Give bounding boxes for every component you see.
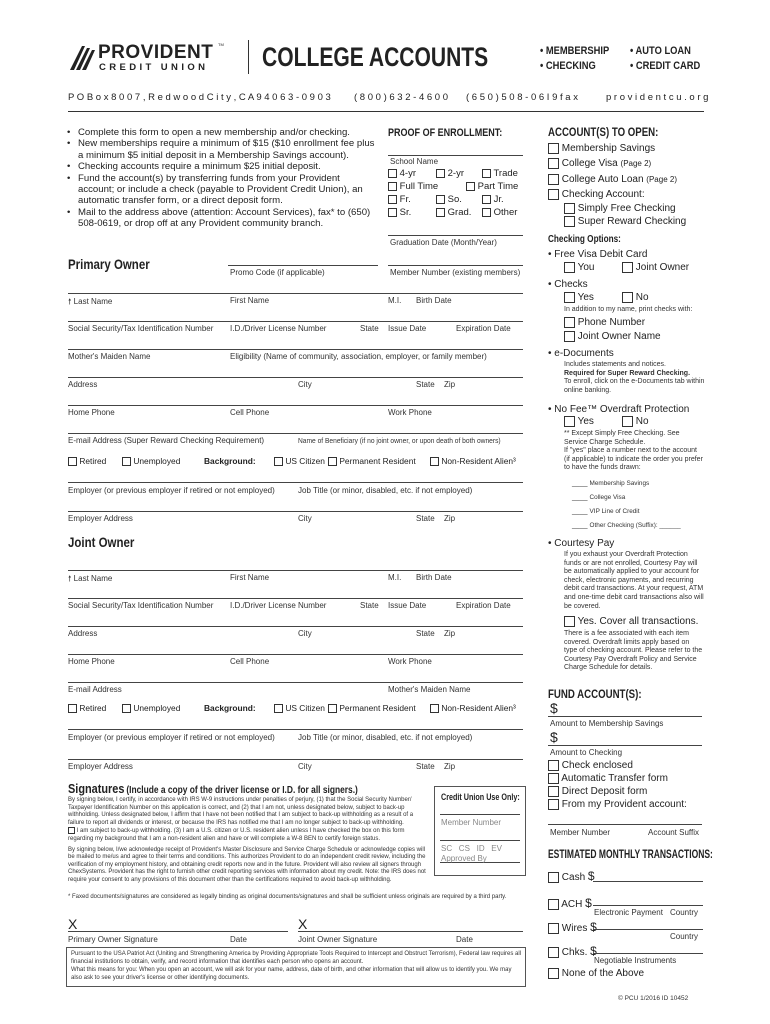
enrollment-heading: PROOF OF ENROLLMENT: xyxy=(388,127,503,139)
fund-savings-dollar: $ xyxy=(550,700,558,716)
label-text: College Auto Loan xyxy=(561,174,644,186)
label-text: Joint Owner xyxy=(635,262,690,274)
primary-name-line[interactable] xyxy=(68,284,523,294)
label-text: Phone Number xyxy=(577,317,646,329)
retired-checkbox[interactable] xyxy=(68,703,106,713)
arrow-up-icon: 🠕 xyxy=(68,297,72,306)
auto-transfer-option[interactable] xyxy=(548,773,668,784)
monthly-heading: ESTIMATED MONTHLY TRANSACTIONS: xyxy=(548,849,713,861)
ach-amount[interactable] xyxy=(593,894,703,906)
maiden-label: Mother's Maiden Name xyxy=(68,352,151,361)
option-grad[interactable] xyxy=(436,207,471,218)
option-label: 2-yr xyxy=(447,168,465,179)
label-text: Non-Resident Alien³ xyxy=(441,456,516,466)
option-label: Sr. xyxy=(399,207,412,218)
primary-maiden-line[interactable] xyxy=(68,340,523,350)
label-text: No xyxy=(635,292,649,304)
background-label: Background: xyxy=(204,456,256,466)
instruction-item: • New memberships require a minimum of $15 ($10 enrollment fee plus a minimum $5 initial deposit in a Membership Savings account). xyxy=(66,138,378,161)
label-text: Unemployed xyxy=(133,456,181,466)
dl-label: I.D./Driver License Number xyxy=(230,324,327,333)
exp-date-label: Expiration Date xyxy=(456,601,511,610)
membership-savings-option[interactable] xyxy=(548,143,655,154)
label-text: Yes. Cover all transactions. xyxy=(577,616,699,628)
fund-savings-label: Amount to Membership Savings xyxy=(550,719,664,728)
instructions xyxy=(66,127,378,230)
cash-amount[interactable] xyxy=(593,870,703,882)
dollar-sign: $ xyxy=(587,869,595,883)
permanent-resident-checkbox[interactable] xyxy=(328,456,416,466)
city-label: City xyxy=(298,762,312,771)
work-phone-label: Work Phone xyxy=(388,408,432,417)
print-phone-option[interactable] xyxy=(564,317,645,328)
first-name-label: First Name xyxy=(230,573,270,582)
primary-email-line[interactable] xyxy=(68,424,523,434)
cover-all-option[interactable] xyxy=(564,616,698,627)
grad-date-label: Graduation Date (Month/Year) xyxy=(390,238,497,247)
code-id: ID xyxy=(476,844,485,853)
state-label: State xyxy=(360,601,379,610)
option-label: So. xyxy=(447,194,462,205)
beneficiary-label: Name of Beneficiary (if no joint owner, or upon death of both owners) xyxy=(298,436,501,445)
primary-address-line[interactable] xyxy=(68,368,523,378)
overdraft-heading: • No Fee™ Overdraft Protection xyxy=(548,404,690,415)
product-item: • CREDIT CARD xyxy=(630,60,701,72)
employer-address-label: Employer Address xyxy=(68,514,133,523)
checking-account-option[interactable] xyxy=(548,189,645,200)
school-name-label: School Name xyxy=(390,157,439,166)
cu-codes-line[interactable] xyxy=(440,831,520,841)
fund-heading: FUND ACCOUNT(S): xyxy=(548,689,642,701)
overdraft-no-option[interactable] xyxy=(622,416,649,427)
unemployed-checkbox[interactable] xyxy=(122,456,180,466)
note-line: Required for Super Reward Checking. xyxy=(564,369,691,377)
option-label: Part Time xyxy=(477,181,519,192)
state-label: State xyxy=(416,629,435,638)
option-so[interactable] xyxy=(436,194,462,205)
last-name-label xyxy=(68,296,112,310)
employer-label: Employer (or previous employer if retired or not employed) xyxy=(68,733,275,742)
label-text: Last Name xyxy=(73,297,113,306)
label-text: Last Name xyxy=(73,574,113,583)
checks-tx-option[interactable] xyxy=(548,944,597,958)
courtesy-pay-note: If you exhaust your Overdraft Protection funds or are not enrolled, Courtesy Pay will be automatically applied to your account for check, electronic payments, and recurring debit card transactions. At your request, ATM and one-time debit card transactions also will be covered. xyxy=(564,551,704,610)
fund-member-line[interactable] xyxy=(548,813,702,825)
checks-yes-option[interactable] xyxy=(564,292,594,303)
city-label: City xyxy=(298,514,312,523)
background-label: Background: xyxy=(204,703,256,713)
cell-phone-label: Cell Phone xyxy=(230,408,270,417)
cu-use-box xyxy=(434,786,526,876)
fund-checking-label: Amount to Checking xyxy=(550,748,623,757)
ssn-label: Social Security/Tax Identification Number xyxy=(68,324,214,333)
primary-id-line[interactable] xyxy=(68,312,523,322)
label-text: No xyxy=(635,416,649,428)
header-divider xyxy=(248,40,249,74)
terms-paragraph: By signing below, I/we acknowledge receipt of Provident's Master Disclosure and Service Charge Schedule or acknowledge copies will be mailed to me/us and agree to their terms and conditions. This authorizes Provident to do an independent credit review, including the verification of my employment history, and obtaining credit reports now and in the future. Provident will also review all signers through ChexSystems. Provident has the right to furnish other credit reporting services with information about my credit. Note: the IRS does not require your consent to any provisions of this document other than the certifications required to avoid back-up withholding. xyxy=(68,846,426,884)
employer-label: Employer (or previous employer if retired or not employed) xyxy=(68,486,275,495)
dl-label: I.D./Driver License Number xyxy=(230,601,327,610)
fund-member-label: Member Number xyxy=(550,828,611,837)
mi-label: M.I. xyxy=(388,573,402,582)
primary-phone-line[interactable] xyxy=(68,396,523,406)
label-text: US Citizen xyxy=(285,703,325,713)
patriot-act-box xyxy=(66,947,526,987)
cu-approved-label: Approved By xyxy=(441,854,487,863)
eligibility-label: Eligibility (Name of community, association, employer, or family member) xyxy=(230,352,487,361)
electronic-payment-label: Electronic Payment xyxy=(594,908,663,917)
ssn-label: Social Security/Tax Identification Number xyxy=(68,601,214,610)
birth-date-label: Birth Date xyxy=(416,296,452,305)
code-sc: SC xyxy=(441,844,453,853)
note-line: To enroll, click on the e-Documents tab within online banking. xyxy=(564,378,705,394)
label-text: Retired xyxy=(79,703,107,713)
option-label: Trade xyxy=(493,168,518,179)
unemployed-checkbox[interactable] xyxy=(122,703,180,713)
product-item: • AUTO LOAN xyxy=(630,45,691,57)
label-text: Unemployed xyxy=(133,703,181,713)
label-text: Permanent Resident xyxy=(339,456,416,466)
overdraft-order-list xyxy=(572,480,712,536)
simply-free-option[interactable] xyxy=(564,203,676,214)
state-label: State xyxy=(360,324,379,333)
label-text: From my Provident account: xyxy=(561,799,687,811)
cu-use-heading: Credit Union Use Only: xyxy=(441,792,520,802)
label-text: College Visa xyxy=(561,158,618,170)
address-label: Address xyxy=(68,629,98,638)
auto-loan-option[interactable] xyxy=(548,174,677,185)
order-label: College Visa xyxy=(589,494,626,501)
job-title-label: Job Title (or minor, disabled, etc. if not employed) xyxy=(298,486,473,495)
dollar-sign: $ xyxy=(590,920,597,934)
checking-options-heading: Checking Options: xyxy=(548,234,621,245)
debit-joint-option[interactable] xyxy=(622,262,689,273)
terms-text: I am subject to back-up withholding. (3) I am a U.S. citizen or U.S. resident alien unless I have checked the box on this form regarding my background that I am a non-resident alien and have or will complete a W-8 BEN to certify foreign status. xyxy=(68,828,405,843)
option-4yr[interactable] xyxy=(388,168,416,179)
cash-option[interactable] xyxy=(548,869,595,883)
fund-suffix-label: Account Suffix xyxy=(648,828,699,837)
note-line: Includes statements and notices. xyxy=(564,361,666,368)
fund-savings-amount[interactable] xyxy=(548,702,702,717)
note-line: ** Except Simply Free Checking. See Service Charge Schedule. xyxy=(564,430,680,446)
state-label: State xyxy=(416,762,435,771)
contact-phone: ( 8 0 0 ) 6 3 2 - 4 6 0 0 xyxy=(354,92,448,103)
print-joint-name-option[interactable] xyxy=(564,331,661,342)
brand-tm: TM xyxy=(218,42,224,47)
arrow-up-icon: 🠕 xyxy=(68,574,72,583)
option-label: Other xyxy=(493,207,518,218)
maiden-label: Mother's Maiden Name xyxy=(388,685,471,694)
order-item[interactable]: ____ Other Checking (Suffix): ______ xyxy=(572,522,681,529)
issue-date-label: Issue Date xyxy=(388,601,427,610)
page-note: (Page 2) xyxy=(646,175,677,185)
fund-checking-amount[interactable] xyxy=(548,731,702,746)
footer-code: © PCU 1/2016 ID 10452 xyxy=(618,995,689,1002)
cell-phone-label: Cell Phone xyxy=(230,657,270,666)
retired-checkbox[interactable] xyxy=(68,456,106,466)
home-phone-label: Home Phone xyxy=(68,657,115,666)
label-text: Chks. xyxy=(561,947,588,958)
contact-address: P O B o x 8 0 0 7 , R e d w o o d C i t y , C A 9 4 0 6 3 - 0 9 0 3 xyxy=(68,92,331,103)
email-label: E-mail Address (Super Reward Checking Requirement) xyxy=(68,436,265,445)
label-text: Yes xyxy=(577,292,594,304)
label-text: Direct Deposit form xyxy=(561,786,648,798)
state-label: State xyxy=(416,380,435,389)
date-label: Date xyxy=(456,935,473,944)
exp-date-label: Expiration Date xyxy=(456,324,511,333)
primary-owner-heading: Primary Owner xyxy=(68,256,150,272)
option-full-time[interactable] xyxy=(388,181,438,192)
label-text: Check enclosed xyxy=(561,760,633,772)
zip-label: Zip xyxy=(444,629,456,638)
home-phone-label: Home Phone xyxy=(68,408,115,417)
primary-signature-line[interactable] xyxy=(68,918,288,932)
debit-you-option[interactable] xyxy=(564,262,594,273)
instruction-item: • Mail to the address above (attention: Account Services), fax* to (650) 508-0619, or drop off at any Provident community branch. xyxy=(66,207,378,230)
label-text: Joint Owner Name xyxy=(577,331,661,343)
signature-terms xyxy=(68,797,428,885)
print-note: In addition to my name, print checks with: xyxy=(564,306,693,313)
heading-note: (Include a copy of the driver license or I.D. for all signers.) xyxy=(126,785,358,796)
debit-card-heading: • Free Visa Debit Card xyxy=(548,249,648,260)
birth-date-label: Birth Date xyxy=(416,573,452,582)
country-label: Country xyxy=(670,932,699,941)
wires-option[interactable] xyxy=(548,920,597,934)
heading-text: Signatures xyxy=(68,781,125,796)
primary-employer-line[interactable] xyxy=(68,473,523,483)
mi-label: M.I. xyxy=(388,296,402,305)
primary-signature-x: X xyxy=(68,916,78,932)
non-resident-checkbox[interactable] xyxy=(430,456,516,466)
edocs-heading: • e-Documents xyxy=(548,348,614,359)
school-name-field[interactable] xyxy=(388,140,523,156)
job-title-label: Job Title (or minor, disabled, etc. if not employed) xyxy=(298,733,473,742)
accounts-heading: ACCOUNT(S) TO OPEN: xyxy=(548,127,659,139)
country-label: Country xyxy=(670,908,699,917)
instruction-item: • Checking accounts require a minimum $25 initial deposit. xyxy=(66,161,378,172)
joint-address-line[interactable] xyxy=(68,617,523,627)
terms-paragraph: By signing below, I certify, in accordance with IRS W-9 instructions under penalties of perjury, (1) that the Social Security Number/ Taxpayer Identification Number on this application is correct, and (2) that I am not, unless designated below, subject to back-up withholding. Unless designated below, I affirm that I have not been notified that I am subject to back-up withholding as a result of a failure to report all dividends or interest, or because the IRS has notified me that I am no longer subject to back-up withholding. xyxy=(68,797,414,826)
promo-code-label: Promo Code (if applicable) xyxy=(230,268,325,277)
primary-signature-label: Primary Owner Signature xyxy=(68,935,158,944)
brand-name: PROVIDENT xyxy=(98,42,214,63)
label-text: You xyxy=(577,262,595,274)
last-name-label xyxy=(68,573,112,587)
first-name-label: First Name xyxy=(230,296,270,305)
product-item: • MEMBERSHIP xyxy=(540,45,610,57)
label-text: Wires xyxy=(561,923,588,934)
zip-label: Zip xyxy=(444,514,456,523)
fund-checking-dollar: $ xyxy=(550,729,558,745)
city-label: City xyxy=(298,380,312,389)
zip-label: Zip xyxy=(444,380,456,389)
joint-id-line[interactable] xyxy=(68,589,523,599)
joint-signature-x: X xyxy=(298,916,308,932)
us-citizen-checkbox[interactable] xyxy=(274,703,325,713)
courtesy-pay-heading: • Courtesy Pay xyxy=(548,538,615,549)
joint-employer-address-line[interactable] xyxy=(68,750,523,760)
issue-date-label: Issue Date xyxy=(388,324,427,333)
edocs-notes xyxy=(564,361,714,395)
option-label: Grad. xyxy=(447,207,472,218)
cu-codes xyxy=(441,844,502,853)
option-trade[interactable] xyxy=(482,168,518,179)
signatures-heading xyxy=(68,781,358,796)
college-visa-option[interactable] xyxy=(548,158,651,169)
checks-heading: • Checks xyxy=(548,279,588,290)
promo-code-field[interactable] xyxy=(228,256,378,266)
order-label: VIP Line of Credit xyxy=(589,508,640,515)
label-text: Cash xyxy=(561,872,586,883)
logo-mark-icon xyxy=(68,44,96,74)
brand-subtitle: CREDIT UNION xyxy=(99,62,209,73)
negotiable-label: Negotiable Instruments xyxy=(594,956,677,965)
label-text: Checking Account: xyxy=(561,189,645,201)
joint-signature-line[interactable] xyxy=(298,918,523,932)
order-item[interactable]: ____ College Visa xyxy=(572,494,626,501)
provident-account-option[interactable] xyxy=(548,799,687,810)
super-reward-option[interactable] xyxy=(564,216,686,227)
non-resident-checkbox[interactable] xyxy=(430,703,516,713)
cu-member-label: Member Number xyxy=(441,818,502,827)
label-text: Non-Resident Alien³ xyxy=(441,703,516,713)
contact-web: p r o v i d e n t c u . o r g xyxy=(606,92,709,103)
work-phone-label: Work Phone xyxy=(388,657,432,666)
date-label: Date xyxy=(230,935,247,944)
email-label: E-mail Address xyxy=(68,685,122,694)
city-label: City xyxy=(298,629,312,638)
dollar-sign: $ xyxy=(590,944,597,958)
logo xyxy=(68,42,238,78)
label-text: Permanent Resident xyxy=(339,703,416,713)
option-jr[interactable] xyxy=(482,194,504,205)
order-label: Other Checking (Suffix): ______ xyxy=(589,522,681,529)
direct-deposit-option[interactable] xyxy=(548,786,647,797)
label-text: Retired xyxy=(79,456,107,466)
label-text: US Citizen xyxy=(285,456,325,466)
order-label: Membership Savings xyxy=(589,480,650,487)
grad-date-field[interactable] xyxy=(388,224,523,236)
option-part-time[interactable] xyxy=(466,181,518,192)
option-label: Full Time xyxy=(399,181,439,192)
checks-amount[interactable] xyxy=(593,942,703,954)
order-item[interactable]: ____ VIP Line of Credit xyxy=(572,508,640,515)
option-fr[interactable] xyxy=(388,194,411,205)
terms-paragraph xyxy=(68,827,428,843)
label-text: Membership Savings xyxy=(561,143,656,155)
product-item: • CHECKING xyxy=(540,60,596,72)
enrollment-options xyxy=(388,168,528,218)
option-other[interactable] xyxy=(482,207,517,218)
fee-note: There is a fee associated with each item covered. Overdraft limits apply based on type of checking account. Please refer to the Courtesy Pay Overdraft Policy and Service Charge Schedule for details. xyxy=(564,630,703,672)
fax-note: * Faxed documents/signatures are considered as legally binding as original documents/signatures and shall be sufficient unless originals are required by a third party. xyxy=(68,894,507,900)
joint-name-line[interactable] xyxy=(68,561,523,571)
dollar-sign: $ xyxy=(585,896,592,910)
option-label: Jr. xyxy=(493,194,504,205)
cu-member-line[interactable] xyxy=(440,805,520,815)
ach-option[interactable] xyxy=(548,896,592,910)
member-number-field[interactable] xyxy=(388,256,523,266)
employer-address-label: Employer Address xyxy=(68,762,133,771)
instruction-item: • Complete this form to open a new membership and/or checking. xyxy=(66,127,378,138)
checks-no-option[interactable] xyxy=(622,292,649,303)
primary-employer-address-line[interactable] xyxy=(68,502,523,512)
header-rule xyxy=(68,111,704,112)
note-line: If "yes" place a number next to the account (if applicable) to indicate the order you prefer to have the funds drawn: xyxy=(564,447,703,472)
joint-owner-heading: Joint Owner xyxy=(68,534,135,550)
joint-signature-label: Joint Owner Signature xyxy=(298,935,378,944)
order-item[interactable]: ____ Membership Savings xyxy=(572,480,650,487)
option-label: Fr. xyxy=(399,194,411,205)
zip-label: Zip xyxy=(444,762,456,771)
permanent-resident-checkbox[interactable] xyxy=(328,703,416,713)
overdraft-notes xyxy=(564,430,704,473)
page-title: COLLEGE ACCOUNTS xyxy=(262,42,489,72)
none-option[interactable] xyxy=(548,968,644,979)
joint-email-line[interactable] xyxy=(68,673,523,683)
patriot-text: What this means for you: When you open an account, we will ask for your name, address, date of birth, and other information that will allow us to identify you. We may also ask to see your driver's license or other identifying documents. xyxy=(71,967,512,981)
label-text: ACH xyxy=(561,899,583,910)
code-cs: CS xyxy=(458,844,470,853)
joint-employer-line[interactable] xyxy=(68,720,523,730)
label-text: Yes xyxy=(577,416,594,428)
label-text: Simply Free Checking xyxy=(577,203,676,215)
member-number-label: Member Number (existing members) xyxy=(390,268,521,277)
option-2yr[interactable] xyxy=(436,168,464,179)
code-ev: EV xyxy=(491,844,502,853)
label-text: None of the Above xyxy=(561,968,645,980)
option-label: 4-yr xyxy=(399,168,417,179)
state-label: State xyxy=(416,514,435,523)
check-enclosed-option[interactable] xyxy=(548,760,633,771)
joint-background-row xyxy=(68,703,528,715)
backup-withholding-checkbox[interactable] xyxy=(68,827,75,834)
page-note: (Page 2) xyxy=(620,159,652,169)
primary-background-row xyxy=(68,456,528,468)
overdraft-yes-option[interactable] xyxy=(564,416,594,427)
instruction-item: • Fund the account(s) by transferring funds from your Provident account; or include a check (payable to Provident Credit Union), an automatic transfer form, or a direct deposit form. xyxy=(66,173,378,207)
label-text: Automatic Transfer form xyxy=(561,773,668,785)
patriot-text: Pursuant to the USA Patriot Act (Uniting and Strengthening America by Providing Appropriate Tools Required to Intercept and Obstruct Terrorism), Federal law requires all financial institutions to obtain, verify, and record information that identifies each person who opens an account. xyxy=(71,951,522,965)
joint-phone-line[interactable] xyxy=(68,645,523,655)
us-citizen-checkbox[interactable] xyxy=(274,456,325,466)
label-text: Super Reward Checking xyxy=(577,216,687,228)
contact-fax: ( 6 5 0 ) 5 0 8 - 0 6 I 9 f a x xyxy=(466,92,578,103)
option-sr[interactable] xyxy=(388,207,411,218)
address-label: Address xyxy=(68,380,98,389)
wires-amount[interactable] xyxy=(593,918,703,930)
